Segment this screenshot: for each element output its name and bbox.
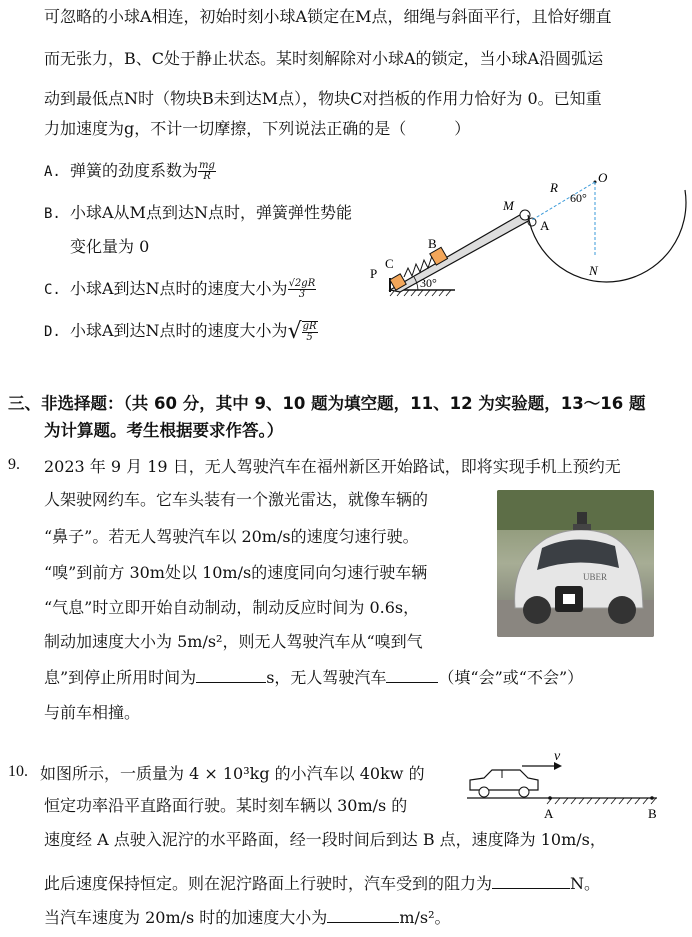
option-letter: A. [44,164,61,180]
q10-text: N。 [570,874,601,893]
q8-line-3: 动到最低点N时（物块B未到达M点），物块C对挡板的作用力恰好为 0。已知重 [44,89,602,108]
option-letter: C. [44,282,61,298]
q10-line-2: 恒定功率沿平直路面行驶。某时刻车辆以 30m/s 的 [44,796,408,815]
q10-blank-1[interactable] [492,888,570,889]
fraction: $\frac{gR}{5}$ [302,320,317,343]
fraction: $\frac{√2gR}{3}$ [288,278,316,300]
label-o: O [598,170,608,185]
label-n: N [589,263,598,278]
q8-option-c [44,278,316,301]
label-b: B [428,236,437,251]
label-a-point: A [544,806,554,821]
q9-text: （填“会”或“不会”） [438,668,584,687]
label-m: M [503,198,514,213]
label-c: C [385,256,394,271]
q10-text: m/s²。 [399,908,451,927]
label-a: A [540,218,550,233]
section-heading-cont: 为计算题。考生根据要求作答。） [44,421,284,440]
q9-blank-1[interactable] [196,682,266,683]
q9-line-8: 与前车相撞。 [44,703,141,722]
q8-line-4: 力加速度为g，不计一切摩擦，下列说法正确的是（ ） [44,119,471,138]
option-text: 小球A到达N点时的速度大小为 [70,279,288,298]
fraction: $\frac{mg}{R}$ [199,160,215,182]
self-driving-car-photo [497,490,654,637]
q9-line-6: 制动加速度大小为 5m/s²，则无人驾驶汽车从“嗅到气 [44,632,423,651]
section-heading: 三、非选择题：（共 60 分，其中 9、10 题为填空题，11、12 为实验题，13～16 题 [8,394,646,413]
q10-line-1: 如图所示，一质量为 4 × 10³kg 的小汽车以 40kw 的 [40,764,425,783]
q8-option-b-cont: 变化量为 0 [70,237,150,256]
label-angle-60: 60° [570,191,587,205]
q8-option-b [44,202,352,225]
q10-blank-2[interactable] [327,922,399,923]
label-v: v [554,749,561,764]
q8-option-d [44,320,318,343]
q10-text: 此后速度保持恒定。则在泥泞路面上行驶时，汽车受到的阻力为 [44,874,493,893]
uber-label: UBER [583,572,608,582]
q9-text: s，无人驾驶汽车 [266,668,387,687]
q9-line-4: “嗅”到前方 30m处以 10m/s的速度同向匀速行驶车辆 [44,563,428,582]
q10-line-5 [44,907,451,929]
option-text: 小球A到达N点时的速度大小为 [70,321,288,340]
option-text: 弹簧的劲度系数为 [70,161,199,180]
q8-line-1: 可忽略的小球A相连，初始时刻小球A锁定在M点，细绳与斜面平行，且恰好绷直 [44,7,612,26]
q8-figure [360,160,690,305]
option-text: 小球A从M点到达N点时，弹簧弹性势能 [70,203,352,222]
q9-line-5: “气息”时立即开始自动制动，制动反应时间为 0.6s， [44,598,420,617]
q9-line-3: “鼻子”。若无人驾驶汽车以 20m/s的速度匀速行驶。 [44,527,419,546]
q10-number: 10. [8,763,28,780]
q9-line-2: 人架驶网约车。它车头装有一个激光雷达，就像车辆的 [44,490,429,509]
q8-option-a [44,160,216,183]
label-b-point: B [648,806,657,821]
q10-line-4 [44,873,600,895]
option-letter: D. [44,324,61,340]
option-letter: B. [44,206,61,222]
q9-blank-2[interactable] [386,682,438,683]
q9-text: 息”到停止所用时间为 [44,668,197,687]
q10-text: 当汽车速度为 20m/s 时的加速度大小为 [44,908,328,927]
label-angle-30: 30° [420,276,437,290]
q9-line-7 [44,667,583,689]
q9-line-1: 2023 年 9 月 19 日，无人驾驶汽车在福州新区开始路试，即将实现手机上预约无 [44,457,621,476]
sqrt-symbol: √ [287,318,302,344]
label-r: R [550,180,558,195]
q8-line-2: 而无张力，B、C处于静止状态。某时刻解除对小球A的锁定，当小球A沿圆弧运 [44,49,604,68]
q9-number: 9. [8,456,20,473]
q10-figure [462,748,662,826]
label-p: P [370,266,378,281]
q10-line-3: 速度经 A 点驶入泥泞的水平路面，经一段时间后到达 B 点，速度降为 10m/s， [44,830,606,849]
